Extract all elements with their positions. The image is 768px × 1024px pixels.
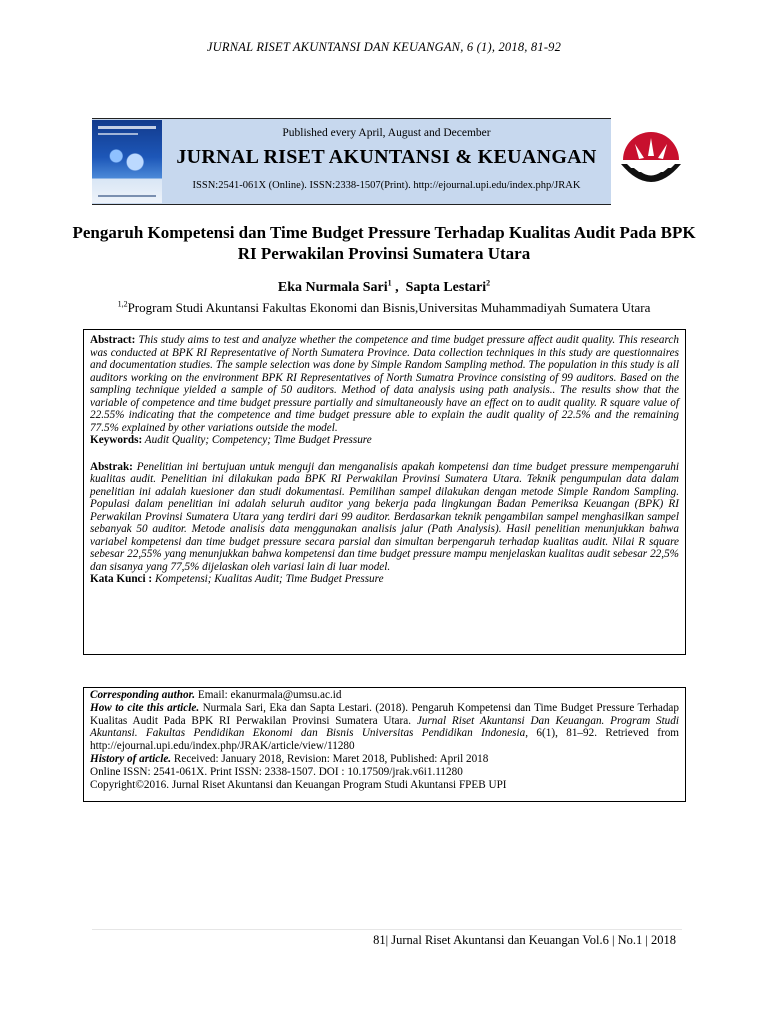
abstract-indonesian [90,461,679,574]
cover-artwork [100,144,154,174]
abstract-box [83,329,686,655]
journal-title: JURNAL RISET AKUNTANSI & KEUANGAN [176,146,597,168]
affiliation-text: Program Studi Akuntansi Fakultas Ekonomi dan Bisnis,Universitas Muhammadiyah Sumatera Utara [127,300,651,315]
journal-cover-image [92,120,162,203]
footer-divider [92,929,682,930]
cover-subtitle-bar [98,133,138,135]
how-to-cite [90,702,679,753]
abstract-english [90,334,679,434]
keywords-indonesian [90,573,679,586]
affiliation-marker: 1,2 [117,299,128,309]
abstrak-label: Abstrak: [90,460,133,473]
keywords-label: Keywords: [90,434,143,446]
cite-text: Nurmala Sari, Eka dan Sapta Lestari. (2018). Pengaruh Kompetensi dan Time Budget Pressure Terhadap Kualitas Audit Pada BPK RI Perwakilan Provinsi Sumatera Utara. [90,701,679,727]
cite-url: , 6(1), 81–92. Retrieved from http://ejournal.upi.edu/index.php/JRAK/article/view/11280 [90,727,680,753]
author-list [0,280,768,296]
abstract-label: Abstract: [90,334,136,346]
paper-title: Pengaruh Kompetensi dan Time Budget Pressure Terhadap Kualitas Audit Pada BPK RI Perwakilan Provinsi Sumatera Utara [72,223,696,263]
abstrak-text: Penelitian ini bertujuan untuk menguji dan menganalisis apakah kompetensi dan time budget pressure mempengaruhi kualitas audit. Penelitian ini dilakukan pada BPK RI Perwakilan Provinsi Sumatera Utara. Teknik pengumpulan data dalam penelitian ini adalah kuesioner dan studi dokumentasi. Pemilihan sampel dilakukan dengan metode Simple Random Sampling. Populasi dalam penelitian ini adalah seluruh auditor yang bekerja pada lingkungan Badan Pemeriksa Keuangan (BPK) RI Perwakilan Provinsi Sumatera Utara yang terdiri dari 99 auditor. Berdasarkan teknik pengambilan sampel menghasilkan sampel sebanyak 50 auditor. Metode analisis data menggunakan analisis jalur (Path Analysis). Hasil penelitian menunjukkan bahwa variabel kompetensi dan time budget pressure secara parsial dan simultan berpengaruh terhadap kualitas audit. Nilai R square sebesar 22,55% yang menunjukkan bahwa kompetensi dan time budget pressure mampu menjelaskan kualitas audit sebesar 22,5% dan sisanya yang 77,5% dijelaskan oleh variasi lain di luar model. [90,460,679,573]
cover-title-bar [98,126,156,129]
university-logo [615,130,687,200]
page-footer: 81| Jurnal Riset Akuntansi dan Keuangan Vol.6 | No.1 | 2018 [373,933,676,947]
citation-box [83,687,686,802]
affiliation [0,300,768,316]
running-header: JURNAL RISET AKUNTANSI DAN KEUANGAN, 6 (1), 2018, 81-92 [206,40,562,54]
copyright-line: Copyright©2016. Jurnal Riset Akuntansi dan Keuangan Program Studi Akuntansi FPEB UPI [90,778,507,791]
cite-journal: Jurnal Riset Akuntansi Dan Keuangan. Program Studi Akuntansi. Fakultas Pendidikan Ekonomi dan Bisnis Universitas Pendidikan Indonesia [90,714,679,740]
kata-kunci-text: Kompetensi; Kualitas Audit; Time Budget Pressure [152,573,384,585]
kata-kunci-label: Kata Kunci : [90,573,153,585]
corresponding-label: Corresponding author. [90,689,196,701]
author-affiliation-marker: 1 [387,278,392,288]
cite-label: How to cite this article. [90,701,200,714]
corresponding-email: Email: ekanurmala@umsu.ac.id [195,689,342,701]
author-affiliation-marker: 2 [486,278,491,288]
keywords-text: Audit Quality; Competency; Time Budget Pressure [142,434,372,446]
article-history [90,753,679,766]
journal-issn: ISSN:2541-061X (Online). ISSN:2338-1507(Print). http://ejournal.upi.edu/index.php/JRAK [192,180,581,191]
publication-schedule: Published every April, August and December [282,127,491,139]
corresponding-author [90,689,679,702]
history-label: History of article. [90,752,172,765]
author-name: Sapta Lestari [405,280,487,295]
author-name: Eka Nurmala Sari [277,280,388,295]
abstract-text: This study aims to test and analyze whether the competence and time budget pressure affect audit quality. This research was conducted at BPK RI Representative of North Sumatera Province. Data collection techniques in this study are questionnaires and documentation studies. The sample selection was done by Simple Random Sampling method. The population in this study is all auditors working on the environment BPK RI Representatives of North Sumatra Province consisting of 99 auditors. Based on the sampling technique yielded a sample of 50 auditors. Method of data analysis using path analysis.. The results show that the variable of competence and time budget pressure partially and simultaneously have an effect on to audit quality. R square value of 22.55% indicating that the competence and time budget pressure able to explain the audit quality of 22.5% and the remaining 77.5% explained by other variations outside the model. [90,334,679,434]
author-separator: , [391,280,406,295]
history-text: Received: January 2018, Revision: Maret 2018, Published: April 2018 [171,752,489,765]
cover-footer-bar [98,195,156,197]
issn-doi-line: Online ISSN: 2541-061X. Print ISSN: 2338-1507. DOI : 10.17509/jrak.v6i1.11280 [90,765,463,778]
keywords-english [90,434,679,447]
